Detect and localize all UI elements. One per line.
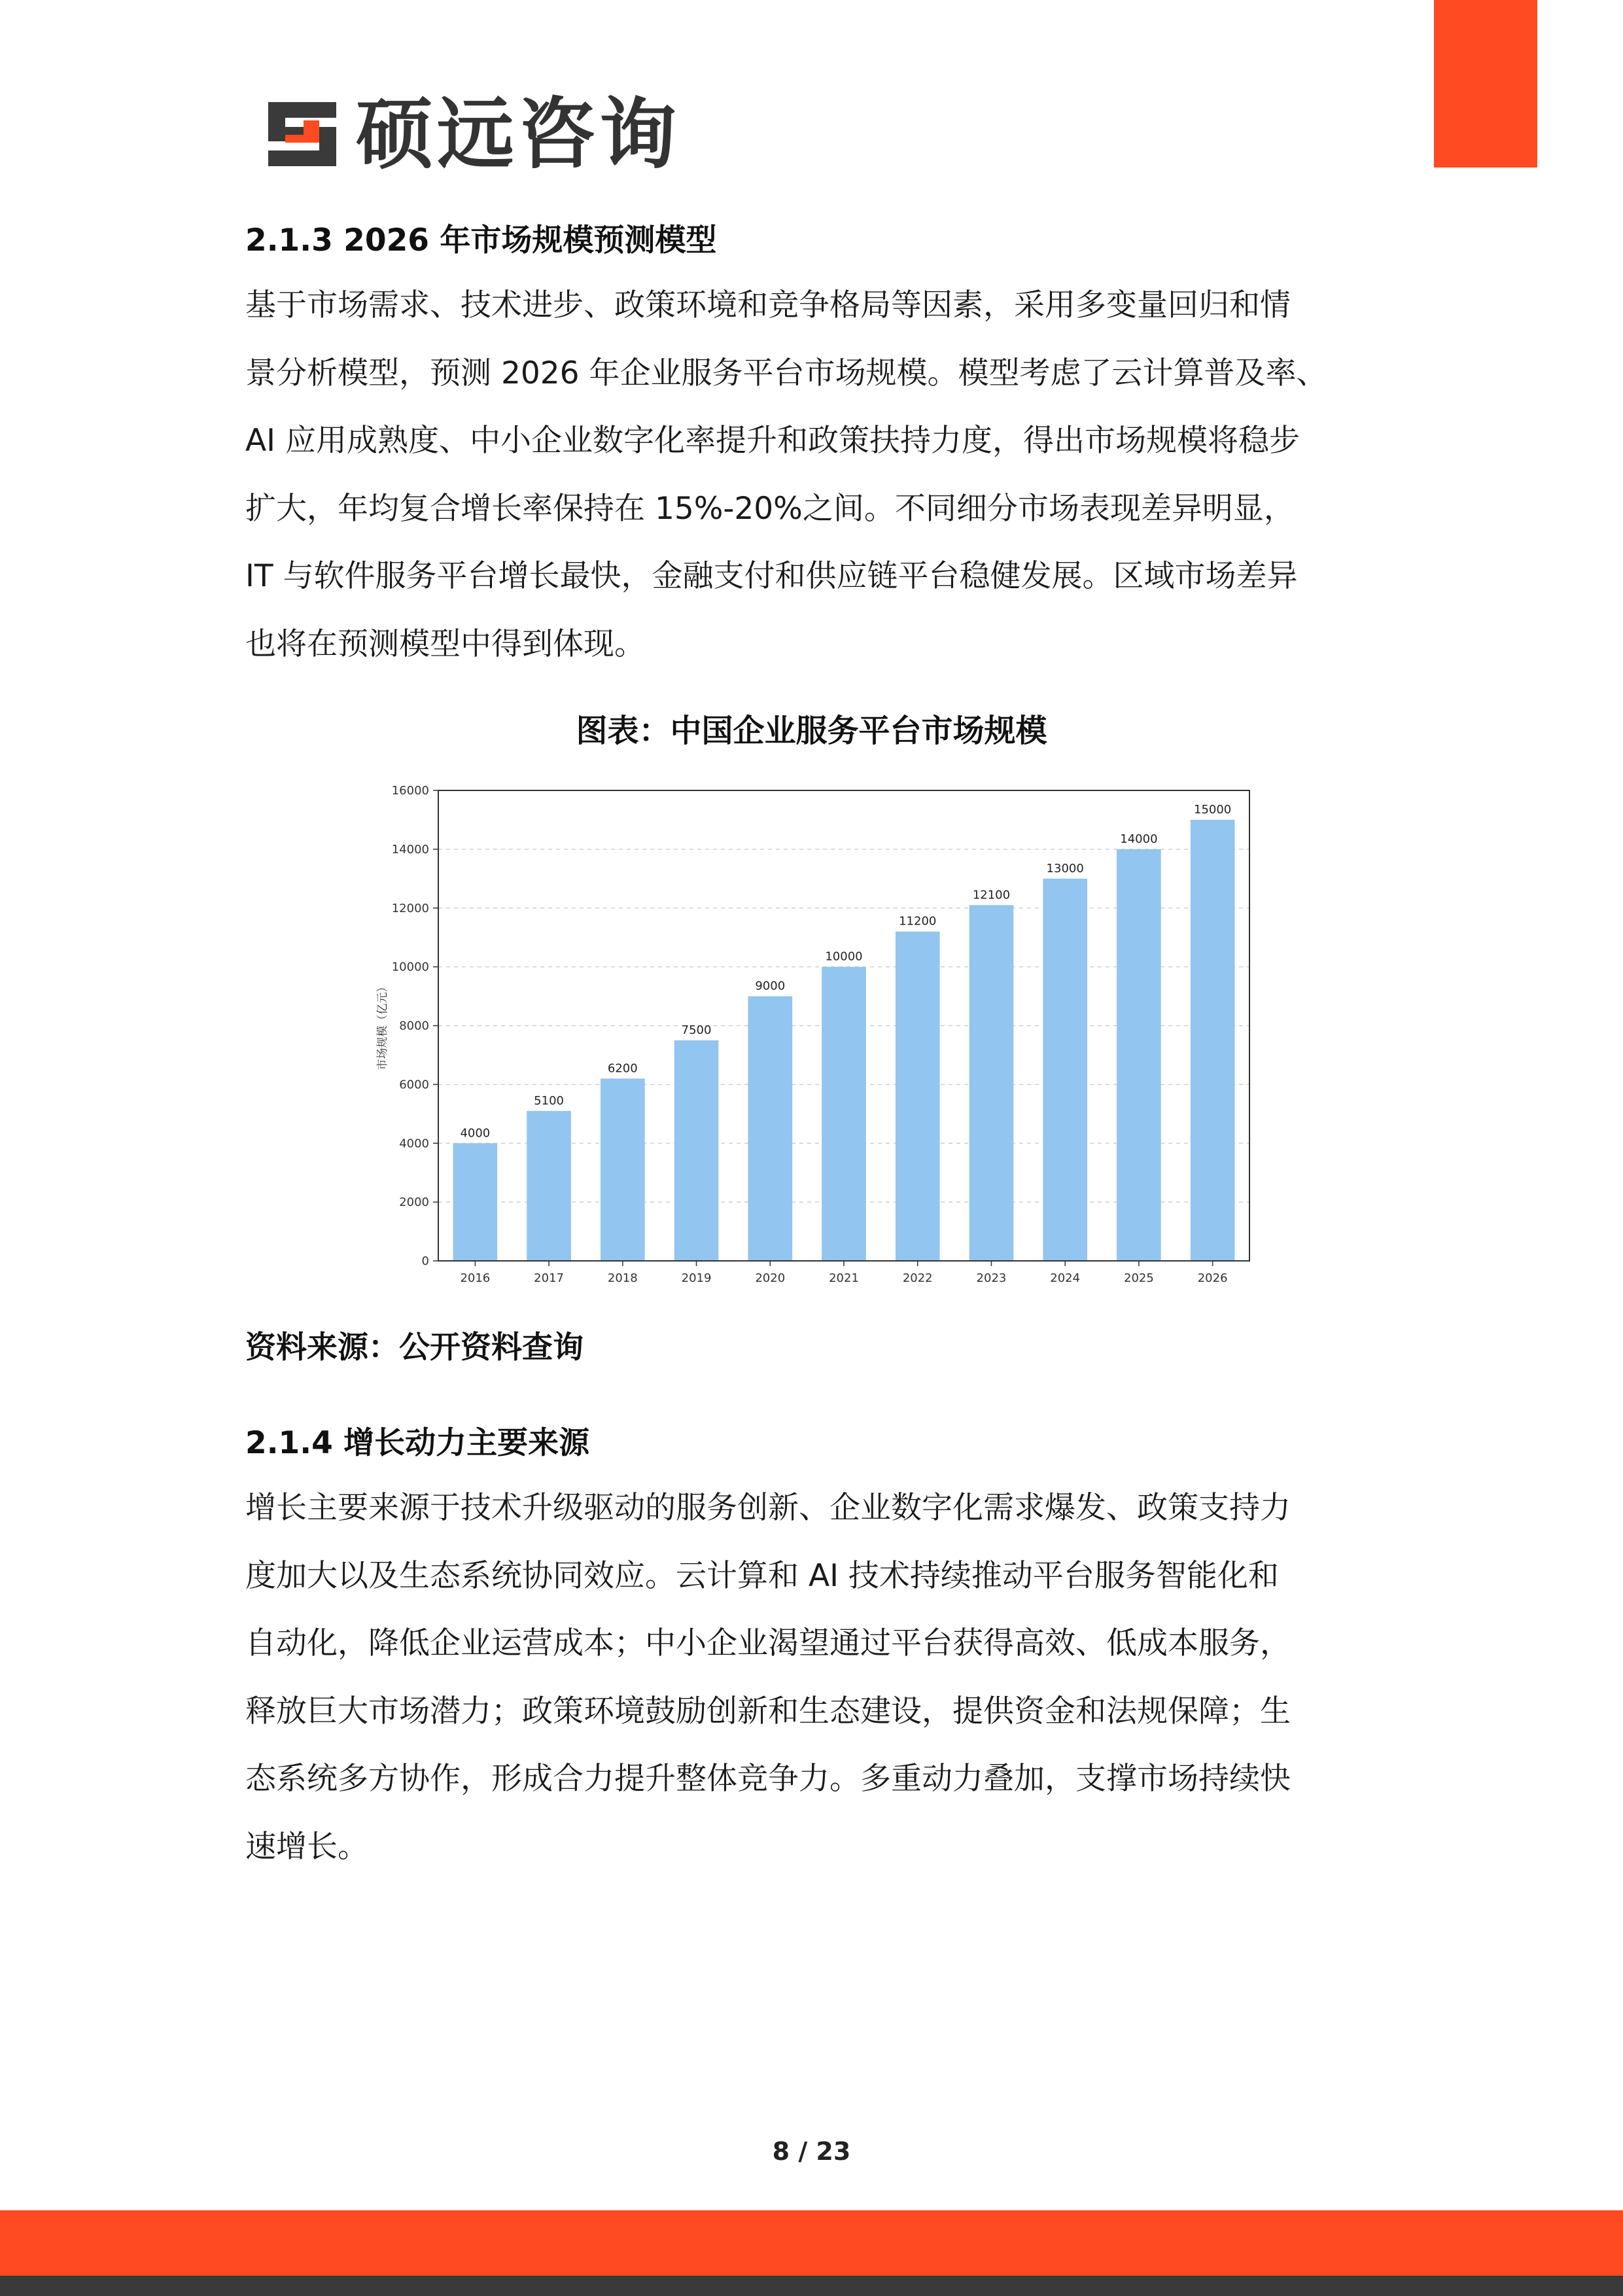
paragraph-line: 扩大，年均复合增长率保持在 15%-20%之间。不同细分市场表现差异明显，: [245, 490, 1295, 527]
data-label: 13000: [1046, 861, 1084, 875]
data-label: 4000: [460, 1126, 491, 1140]
paragraph-line: IT 与软件服务平台增长最快，金融支付和供应链平台稳健发展。区域市场差异: [245, 558, 1298, 594]
section-2-1-4: [245, 1419, 1397, 1881]
section-2-1-3: [245, 216, 1397, 678]
paragraph-line: 态系统多方协作，形成合力提升整体竞争力。多重动力叠加，支撑市场持续快: [245, 1761, 1291, 1797]
bar: [1043, 879, 1087, 1261]
x-tick-label: 2017: [534, 1271, 564, 1285]
footer-dark-strip: [0, 2276, 1623, 2296]
figure-title: 图表：中国企业服务平台市场规模: [576, 713, 1047, 749]
paragraph-line: 度加大以及生态系统协同效应。云计算和 AI 技术持续推动平台服务智能化和: [245, 1557, 1279, 1594]
page-number: 8 / 23: [772, 2137, 851, 2166]
bar: [1191, 820, 1235, 1261]
y-tick-label: 8000: [399, 1019, 429, 1033]
x-tick-label: 2023: [976, 1271, 1007, 1285]
section-paragraph: [245, 1474, 1397, 1881]
brand-name: 硕远咨询: [356, 89, 681, 179]
s-logo-icon: [263, 98, 341, 170]
data-label: 14000: [1120, 832, 1158, 846]
data-label: 15000: [1194, 802, 1232, 817]
paragraph-line: 释放巨大市场潜力；政策环境鼓励创新和生态建设，提供资金和法规保障；生: [245, 1693, 1291, 1729]
paragraph-line: AI 应用成熟度、中小企业数字化率提升和政策扶持力度，得出市场规模将稳步: [245, 423, 1300, 459]
bar: [748, 997, 792, 1261]
y-tick-label: 12000: [391, 901, 429, 915]
paragraph-line: 景分析模型，预测 2026 年企业服务平台市场规模。模型考虑了云计算普及率、: [245, 355, 1327, 391]
data-label: 12100: [972, 888, 1011, 902]
bar: [601, 1078, 645, 1261]
x-tick-label: 2020: [755, 1271, 786, 1285]
data-label: 6200: [607, 1061, 638, 1076]
bar: [969, 905, 1014, 1261]
x-tick-label: 2022: [902, 1271, 933, 1285]
section-paragraph: [245, 272, 1397, 678]
x-tick-label: 2018: [607, 1271, 638, 1285]
y-tick-label: 0: [421, 1254, 429, 1268]
data-label: 9000: [755, 979, 786, 993]
figure-source: 资料来源：公开资料查询: [245, 1330, 584, 1366]
section-heading: 2.1.4 增长动力主要来源: [245, 1425, 590, 1461]
bar: [822, 967, 866, 1261]
y-tick-label: 14000: [391, 842, 429, 857]
y-axis-label: 市场规模（亿元）: [376, 981, 389, 1070]
x-tick-label: 2024: [1050, 1271, 1081, 1285]
data-label: 11200: [899, 914, 937, 928]
bar: [1117, 849, 1161, 1261]
paragraph-line: 增长主要来源于技术升级驱动的服务创新、企业数字化需求爆发、政策支持力: [245, 1490, 1291, 1526]
brand-logo: [263, 89, 681, 179]
paragraph-line: 速增长。: [245, 1828, 368, 1865]
bar: [527, 1111, 571, 1261]
y-tick-label: 16000: [391, 784, 429, 798]
paragraph-line: 自动化，降低企业运营成本；中小企业渴望通过平台获得高效、低成本服务，: [245, 1625, 1291, 1661]
footer-accent-bar: [0, 2210, 1623, 2276]
paragraph-line: 基于市场需求、技术进步、政策环境和竞争格局等因素，采用多变量回归和情: [245, 287, 1291, 323]
paragraph-line: 也将在预测模型中得到体现。: [245, 626, 645, 662]
bar: [453, 1143, 498, 1261]
y-tick-label: 4000: [399, 1137, 429, 1151]
y-tick-label: 2000: [399, 1195, 429, 1210]
y-tick-label: 10000: [391, 960, 429, 974]
x-tick-label: 2019: [681, 1271, 712, 1285]
corner-accent-tab: [1434, 0, 1537, 168]
bar: [674, 1040, 719, 1261]
x-tick-label: 2016: [460, 1271, 491, 1285]
section-heading: 2.1.3 2026 年市场规模预测模型: [245, 222, 717, 258]
y-tick-label: 6000: [399, 1078, 429, 1092]
data-label: 10000: [825, 949, 863, 964]
market-size-bar-chart: [366, 779, 1256, 1289]
x-tick-label: 2021: [829, 1271, 859, 1285]
data-label: 7500: [681, 1023, 712, 1037]
x-tick-label: 2026: [1197, 1271, 1228, 1285]
bar: [896, 932, 940, 1261]
x-tick-label: 2025: [1124, 1271, 1154, 1285]
data-label: 5100: [534, 1093, 564, 1108]
